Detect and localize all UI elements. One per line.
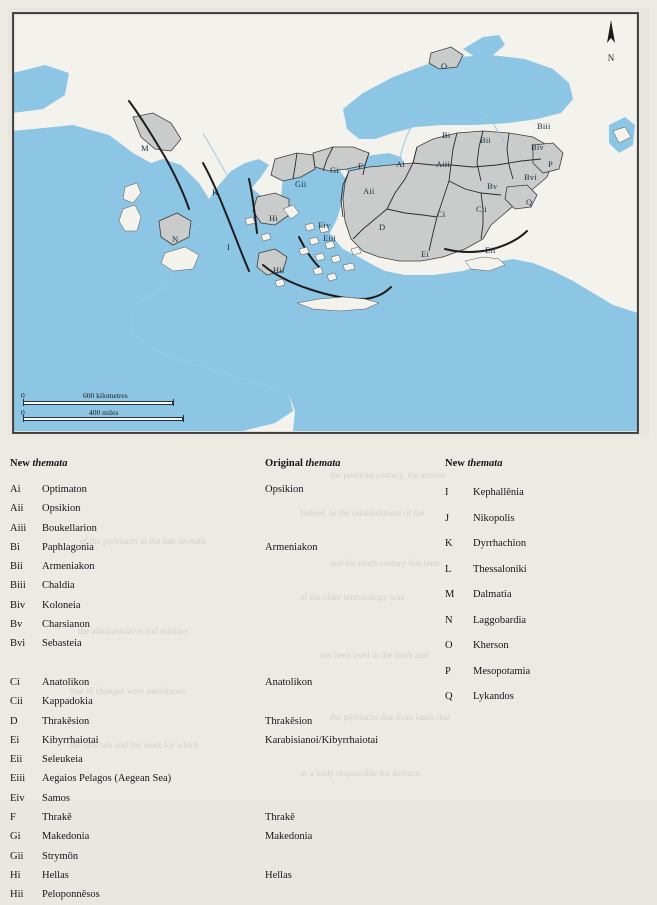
key-row [10,576,260,595]
key-code: Bvi [10,638,26,650]
scale-bar [21,391,251,427]
key-name: Mesopotamia [473,665,531,677]
map-label-m: M [141,143,149,153]
key-name: Dyrrhachion [473,538,527,549]
key-code: Aii [10,503,24,515]
map-label-p: P [548,159,553,169]
map-label-k: K [212,187,219,197]
key-row [10,519,260,538]
map-label-bi: Bi [442,130,451,140]
bleed-through-text: the administrative and military [78,626,189,636]
key-heading-left [10,458,260,471]
north-arrow [600,19,622,63]
north-label: N [607,53,615,63]
key-original-row: Anatolikon [265,677,313,688]
key-row-spacer [10,654,260,673]
key-row [10,866,260,885]
map-label-eiii: Eiii [323,233,337,243]
key-row [445,684,645,710]
key-code: J [445,512,450,524]
key-name: Kherson [473,640,509,651]
map-label-f: F [358,161,363,171]
key-row [445,480,645,506]
key-name: Armeniakon [42,561,95,573]
key-name: Seleukeia [42,754,83,766]
map-label-hi: Hi [269,213,278,223]
scale-mi-zero: 0 [21,408,25,417]
bleed-through-text: as a body responsible for defence [300,768,421,778]
key-code: Ci [10,676,20,688]
key-row [10,712,260,731]
key-name: Kibyrrhaiotai [42,734,99,746]
key-row [10,499,260,518]
key-code: P [445,665,451,677]
key-heading-right-themata: themata [467,458,503,469]
key-name: Thrakēsion [42,715,90,727]
key-name: Strymōn [42,850,79,862]
key-name: Optimaton [42,484,87,495]
key-heading-left-themata: themata [32,458,68,469]
key-name: Thessaloniki [473,563,527,575]
key-code: O [445,640,453,651]
key-code: F [10,812,16,824]
scale-km-zero: 0 [21,391,25,400]
key-row [10,596,260,615]
key-column-new-left [10,458,260,905]
key-row [10,480,260,499]
key-row [10,634,260,653]
key-original-row: Armeniakon [265,541,318,553]
key-name: Aegaios Pelagos (Aegean Sea) [42,773,172,785]
key-name: Laggobardia [473,614,527,626]
bleed-through-text: not been used in the ninth and [320,650,428,660]
map-key [0,440,657,901]
key-row [445,582,645,608]
key-column-original [265,458,440,905]
scale-km-label: 600 kilometres [83,391,128,400]
key-name: Kephallēnia [473,487,524,498]
scale-mi-label: 400 miles [89,408,119,417]
key-row [445,608,645,634]
key-code: Cii [10,696,23,708]
scale-tick-mi-end [183,415,184,422]
key-code: Gii [10,850,24,862]
key-code: Eiii [10,773,26,785]
map-label-o: O [441,61,448,71]
map-label-d: D [379,222,386,232]
map-label-aii: Aii [363,186,375,196]
bleed-through-text: the officials and the work for which [70,740,199,750]
key-code: Biv [10,599,26,611]
key-name: Sebasteia [42,638,82,650]
bleed-through-text: of the provinces in the late seventh [80,536,206,546]
key-middle-rows [265,480,440,905]
bleed-through-text: the provinces due from lands that [330,712,451,722]
key-row [10,673,260,692]
map-label-i: I [227,242,231,252]
key-right-rows [445,480,645,710]
bleed-through-text: of the older terminology was [300,592,404,602]
key-row [10,827,260,846]
bleed-through-text: Indeed, as the establishment of the [300,508,425,518]
map-label-ci: Ci [437,209,446,219]
key-row [445,506,645,532]
key-name: Koloneia [42,599,81,611]
key-row [10,769,260,788]
map-label-biii: Biii [537,121,551,131]
key-heading-right-new: New [445,458,468,469]
key-code: Bi [10,541,20,553]
scale-tick-km-start [23,399,24,406]
map-frame [12,12,639,434]
key-row [10,847,260,866]
key-code: Ai [10,484,21,495]
key-row [445,659,645,685]
map-label-gii: Gii [295,179,307,189]
key-row [10,750,260,769]
key-code: Hii [10,889,24,901]
key-original-row: Makedonia [265,831,313,843]
key-column-new-right [445,458,645,710]
map-figure [8,8,649,436]
key-code: Biii [10,580,26,592]
key-row [10,615,260,634]
key-code: D [10,715,18,727]
map-label-n: N [172,234,179,244]
key-code: Bii [10,561,23,573]
map-label-eiv: Eiv [318,220,331,230]
key-code: I [445,487,449,498]
key-name: Peloponnēsos [42,889,100,901]
key-heading-middle [265,458,440,471]
key-code: Bv [10,619,23,631]
key-name: Dalmatia [473,589,512,600]
key-name: Opsikion [42,503,81,515]
key-code: Ei [10,734,20,746]
map-label-hii: Hii [273,265,285,275]
key-heading-right [445,458,645,471]
key-name: Thrakē [42,812,72,824]
key-row [10,885,260,904]
bleed-through-text: the previous century, the armies [330,470,445,480]
key-row [445,557,645,583]
key-name: Boukellarion [42,522,97,534]
key-name: Paphlagonia [42,541,94,553]
key-code: L [445,563,452,575]
key-original-row: Thrakēsion [265,715,313,727]
map-label-bvi: Bvi [524,172,537,182]
key-heading-middle-themata: themata [305,458,341,469]
map-label-q: Q [526,197,533,207]
key-row [10,808,260,827]
key-row [445,531,645,557]
key-name: Nikopolis [473,512,515,524]
key-row [10,538,260,557]
map-label-ei: Ei [421,249,429,259]
map-label-bv: Bv [487,181,498,191]
scale-bar-miles [23,417,183,421]
map-label-gi: Gi [330,165,339,175]
key-name: Makedonia [42,831,90,843]
key-name: Charsianon [42,619,90,631]
key-row [10,789,260,808]
key-original-row: Karabisianoi/Kibyrrhaiotai [265,734,379,746]
key-code: Eiv [10,792,25,804]
key-left-rows [10,480,260,905]
map-label-cii: Cii [476,204,487,214]
key-row [10,692,260,711]
key-original-row: Hellas [265,870,292,881]
scale-tick-km-end [173,399,174,406]
map-label-eii: Eii [485,245,496,255]
key-row [10,557,260,576]
key-name: Samos [42,792,71,804]
key-original-row: Thrakē [265,812,295,824]
key-row [10,731,260,750]
scale-bar-km [23,401,173,405]
map-label-ai: Ai [396,159,405,169]
key-code: Aiii [10,522,27,534]
key-code: Hi [10,869,21,881]
key-heading-left-new: New [10,458,33,469]
key-original-row: Opsikion [265,484,304,495]
bleed-through-text: and the ninth century this term [330,558,441,568]
key-name: Anatolikon [42,676,90,688]
key-code: Gi [10,831,21,843]
bleed-through-text: that of changes were introduced [70,686,185,696]
key-code: M [445,589,455,600]
map-label-aiii: Aiii [436,159,451,169]
key-heading-original: Original [265,458,306,469]
map-label-biv: Biv [531,142,544,152]
key-code: N [445,614,453,626]
key-code: K [445,538,453,549]
north-arrow-icon [600,19,622,47]
key-name: Chaldia [42,580,75,592]
key-name: Lykandos [473,691,514,702]
key-code: Eii [10,754,23,766]
key-code: Q [445,691,453,702]
key-name: Hellas [42,869,69,881]
key-name: Kappadokia [42,696,93,708]
map-label-bii: Bii [480,135,491,145]
key-row [445,633,645,659]
